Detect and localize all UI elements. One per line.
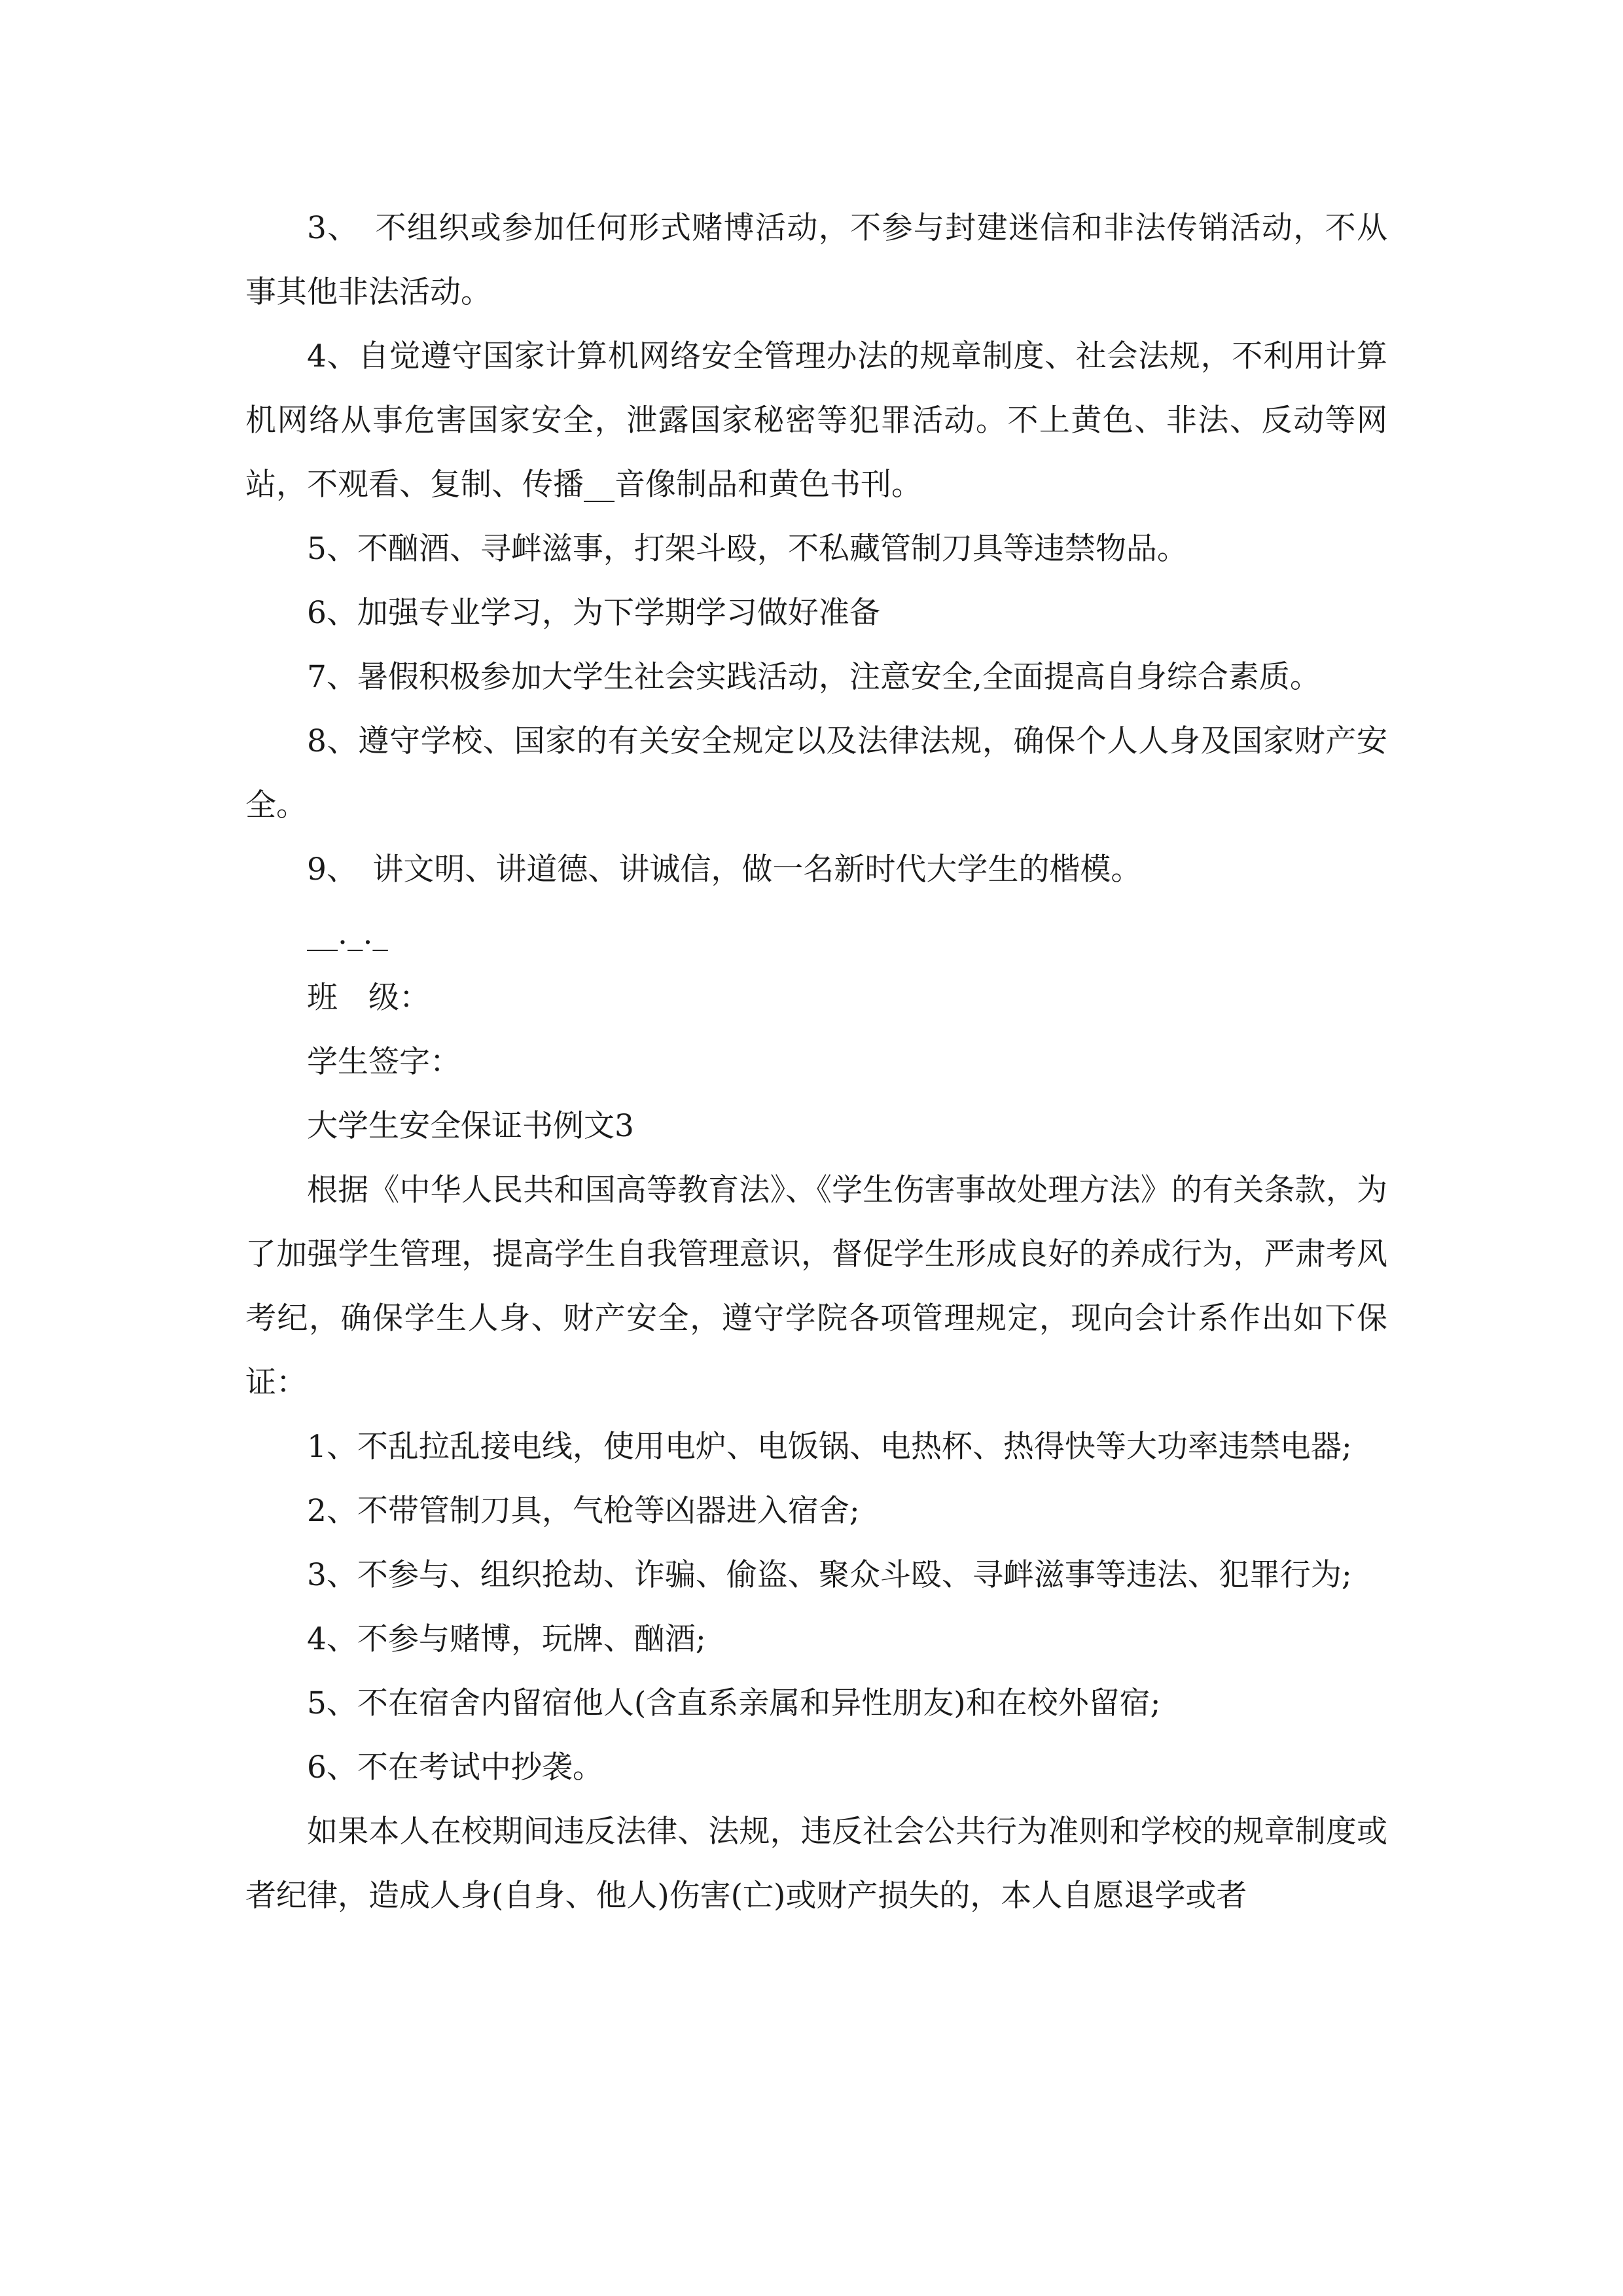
document-body [245, 196, 1387, 1928]
class-label: 班 级： [307, 980, 430, 1016]
intro-paragraph: 根据《中华人民共和国高等教育法》、《学生伤害事故处理方法》的有关条款，为了加强学生管理，提高学生自我管理意识，督促学生形成良好的养成行为，严肃考风考纪，确保学生人身、财产安全，遵守学院各项管理规定，现向会计系作出如下保证： [245, 1172, 1387, 1401]
signature-label: 学生签字： [307, 1044, 461, 1080]
section-title: 大学生安全保证书例文3 [307, 1108, 634, 1144]
pledge-item-6: 6、加强专业学习，为下学期学习做好准备 [307, 595, 880, 631]
rule-item-1: 1、不乱拉乱接电线，使用电炉、电饭锅、电热杯、热得快等大功率违禁电器; [307, 1429, 1352, 1465]
rule-item-2: 2、不带管制刀具，气枪等凶器进入宿舍; [307, 1493, 860, 1529]
closing-paragraph: 如果本人在校期间违反法律、法规，违反社会公共行为准则和学校的规章制度或者纪律，造成人身(自身、他人)伤害(亡)或财产损失的，本人自愿退学或者 [245, 1814, 1387, 1914]
pledge-item-7: 7、暑假积极参加大学生社会实践活动，注意安全,全面提高自身综合素质。 [307, 659, 1321, 695]
pledge-item-3: 3、 不组织或参加任何形式赌博活动，不参与封建迷信和非法传销活动，不从事其他非法活动。 [245, 210, 1387, 310]
rule-item-6: 6、不在考试中抄袭。 [307, 1749, 603, 1785]
date-line: __._._ [307, 916, 388, 952]
rule-item-5: 5、不在宿舍内留宿他人(含直系亲属和异性朋友)和在校外留宿; [307, 1685, 1161, 1721]
pledge-item-5: 5、不酗酒、寻衅滋事，打架斗殴，不私藏管制刀具等违禁物品。 [307, 531, 1188, 567]
rule-item-3: 3、不参与、组织抢劫、诈骗、偷盗、聚众斗殴、寻衅滋事等违法、犯罪行为; [307, 1557, 1352, 1593]
pledge-item-9: 9、 讲文明、讲道德、讲诚信，做一名新时代大学生的楷模。 [307, 852, 1142, 888]
pledge-item-4: 4、自觉遵守国家计算机网络安全管理办法的规章制度、社会法规，不利用计算机网络从事危害国家安全，泄露国家秘密等犯罪活动。不上黄色、非法、反动等网站，不观看、复制、传播__音像制品和黄色书刊。 [245, 338, 1387, 503]
rule-item-4: 4、不参与赌博，玩牌、酗酒; [307, 1621, 706, 1657]
pledge-item-8: 8、遵守学校、国家的有关安全规定以及法律法规，确保个人人身及国家财产安全。 [245, 723, 1387, 823]
